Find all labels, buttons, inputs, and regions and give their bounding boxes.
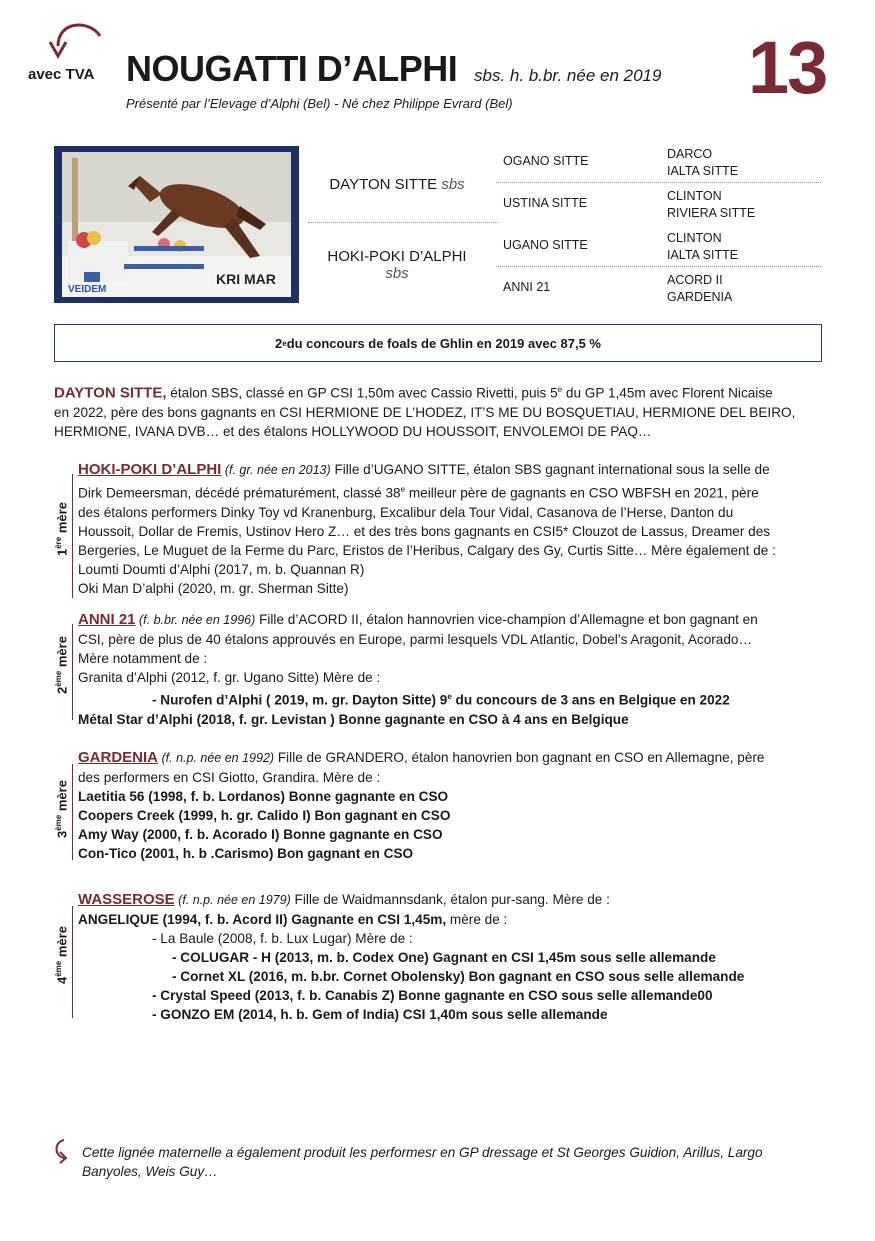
text-line: Loumti Doumti d’Alphi (2017, m. b. Quannan R) <box>78 561 365 577</box>
great-grand-sire: ACORD II <box>667 273 723 287</box>
dam-name: HOKI-POKI D’ALPHI <box>327 248 467 265</box>
text-line: HERMIONE, IVANA DVB… et des étalons HOLLYWOOD DU HOUSSOIT, ENVOLEMOI DE PAQ… <box>54 423 652 439</box>
text-line: Amy Way (2000, f. b. Acorado I) Bonne gagnante en CSO <box>78 827 443 842</box>
dam4-label <box>54 926 69 984</box>
text-line: Granita d’Alphi (2012, f. gr. Ugano Sitte) Mère de : <box>78 670 381 685</box>
text-line: Banyoles, Weis Guy… <box>82 1164 218 1179</box>
text-line: étalon SBS, classé en GP CSI 1,50m avec Cassio Rivetti, puis 5 <box>166 385 558 401</box>
text-line: des étalons performers Dinky Toy vd Kranenburg, Excalibur dela Tour Vidal, Casanova de l’Herse, Danton du <box>78 504 734 520</box>
pedigree-grand-2: USTINA SITTE <box>503 196 588 210</box>
great-grand-dam: GARDENIA <box>667 290 733 304</box>
text-line: CSI, père de plus de 40 étalons approuvés en Europe, parmi lesquels VDL Atlantic, Dobel’s Aragonit, Acorado… <box>78 632 753 647</box>
dam2-paragraph <box>78 610 838 729</box>
pedigree-divider <box>496 182 821 183</box>
text-line: - Cornet XL (2016, m. b.br. Cornet Obolensky) Bon gagnant en CSO sous selle allemande <box>172 969 745 984</box>
label-suffix: ère <box>54 536 63 549</box>
text-line: Houssoit, Dollar de Fremis, Ustinov Hero Z… et des très bons gagnants en CSI5* Clouzot de Lassus, Dreamer des <box>78 523 771 539</box>
dam1-description: (f. gr. née en 2013) <box>221 463 331 477</box>
dam4-heading: WASSEROSE <box>78 891 175 908</box>
text-line: en 2022, père des bons gagnants en CSI HERMIONE DE L’HODEZ, IT’S ME DU BOSQUETIAU, HERMIONE DEL BEIRO, <box>54 404 796 420</box>
horse-name: NOUGATTI D’ALPHI <box>126 48 458 89</box>
curved-arrow-icon <box>46 22 106 64</box>
presenter-breeder-line: Présenté par l’Elevage d’Alphi (Bel) - Né chez Philippe Evrard (Bel) <box>126 96 513 111</box>
dam-side-bar <box>72 764 73 860</box>
dam3-label <box>54 780 69 838</box>
text-line: mère de : <box>446 912 508 927</box>
dam-side-bar <box>72 906 73 1018</box>
award-rank-suffix: e <box>282 338 287 348</box>
label-suffix: ème <box>54 670 63 687</box>
text-line: - COLUGAR - H (2013, m. b. Codex One) Gagnant en CSI 1,45m sous selle allemande <box>172 950 716 965</box>
text-line: Mère notamment de : <box>78 651 208 666</box>
text-line: - Nurofen d’Alphi ( 2019, m. gr. Dayton Sitte) 9 <box>152 692 448 708</box>
ordinal-suffix: e <box>557 385 563 394</box>
label-suffix: ème <box>54 814 63 831</box>
text-line: ANGELIQUE (1994, f. b. Acord II) Gagnante en CSI 1,45m, <box>78 912 447 927</box>
ordinal-suffix: e <box>400 485 406 494</box>
lot-number: 13 <box>748 26 827 109</box>
photo-banner-right: KRI MAR <box>216 271 276 287</box>
text-line: des performers en CSI Giotto, Grandira. Mère de : <box>78 770 381 785</box>
dam4-description: (f. n.p. née en 1979) <box>174 893 291 907</box>
dam2-heading: ANNI 21 <box>78 611 136 628</box>
dam-side-bar <box>72 624 73 720</box>
label-number: 3 <box>54 830 70 838</box>
text-line: Bergeries, Le Muguet de la Ferme du Parc, Eristos de l’Heribus, Calgary des Gy, Curtis Sitte… Mère également de : <box>78 542 776 558</box>
pedigree-great-4 <box>667 272 732 306</box>
pedigree-sire <box>310 176 484 193</box>
label-suffix: ème <box>54 960 63 977</box>
dam2-description: (f. b.br. née en 1996) <box>135 613 256 627</box>
sire-heading: DAYTON SITTE, <box>54 384 167 402</box>
pedigree-grand-1: OGANO SITTE <box>503 154 589 168</box>
horse-description: sbs. h. b.br. née en 2019 <box>474 66 662 85</box>
label-number: 2 <box>54 686 70 694</box>
label-word: mère <box>54 926 70 961</box>
text-line: meilleur père de gagnants en CSO WBFSH en 2021, père <box>405 485 759 501</box>
text-line: Fille de Waidmannsdank, étalon pur-sang. Mère de : <box>290 892 610 907</box>
vat-label: avec TVA <box>28 66 95 83</box>
horse-photo <box>54 146 299 303</box>
photo-banner-left: VEIDEM <box>68 284 107 295</box>
text-line: Cette lignée maternelle a également produit les performesr en GP dressage et St Georges Guidion, Arillus, Largo <box>82 1145 763 1160</box>
text-line: Laetitia 56 (1998, f. b. Lordanos) Bonne gagnante en CSO <box>78 789 449 804</box>
sire-studbook: sbs <box>441 176 465 193</box>
footer-note <box>82 1143 763 1181</box>
text-line: Coopers Creek (1999, h. gr. Calido I) Bon gagnant en CSO <box>78 808 451 823</box>
sire-paragraph <box>54 380 834 441</box>
award-banner <box>54 324 822 362</box>
pedigree-great-2 <box>667 188 755 222</box>
text-line: Oki Man D’alphi (2020, m. gr. Sherman Sitte) <box>78 580 349 596</box>
pedigree-dam <box>310 248 484 282</box>
dam1-label <box>54 502 69 556</box>
horse-jumping-illustration <box>54 146 299 303</box>
dam3-heading: GARDENIA <box>78 749 159 766</box>
text-line: du GP 1,45m avec Florent Nicaise <box>562 385 773 401</box>
text-line: Fille de GRANDERO, étalon hanovrien bon gagnant en CSO en Allemagne, père <box>274 750 765 765</box>
dam-side-bar <box>72 474 73 598</box>
dam3-description: (f. n.p. née en 1992) <box>158 751 275 765</box>
great-grand-sire: DARCO <box>667 147 713 161</box>
great-grand-sire: CLINTON <box>667 189 722 203</box>
pedigree-divider <box>496 266 821 267</box>
award-text: du concours de foals de Ghlin en 2019 avec 87,5 % <box>286 335 601 351</box>
ordinal-suffix: e <box>447 692 452 701</box>
text-line: Dirk Demeersman, décédé prématurément, classé 38 <box>78 485 401 501</box>
pedigree-divider <box>308 222 498 223</box>
great-grand-dam: IALTA SITTE <box>667 164 739 178</box>
text-line: - La Baule (2008, f. b. Lux Lugar) Mère de : <box>152 931 413 946</box>
label-word: mère <box>54 636 70 671</box>
great-grand-dam: IALTA SITTE <box>667 248 739 262</box>
dam1-heading: HOKI-POKI D’ALPHI <box>78 461 222 478</box>
pedigree-grand-4: ANNI 21 <box>503 280 551 294</box>
text-line: Con-Tico (2001, h. b .Carismo) Bon gagnant en CSO <box>78 846 414 861</box>
dam4-paragraph <box>78 890 838 1024</box>
great-grand-dam: RIVIERA SITTE <box>667 206 756 220</box>
text-line: Fille d’ACORD II, étalon hannovrien vice-champion d’Allemagne et bon gagnant en <box>255 612 758 627</box>
award-rank: 2 <box>275 335 283 351</box>
dam-studbook: sbs <box>385 265 409 282</box>
text-line: du concours de 3 ans en Belgique en 2022 <box>451 692 730 708</box>
text-line: Métal Star d’Alphi (2018, f. gr. Levistan ) Bonne gagnante en CSO à 4 ans en Belgique <box>78 711 629 727</box>
dam3-paragraph <box>78 748 838 863</box>
text-line: - GONZO EM (2014, h. b. Gem of India) CSI 1,40m sous selle allemande <box>152 1007 608 1022</box>
label-word: mère <box>54 502 70 537</box>
text-line: - Crystal Speed (2013, f. b. Canabis Z) Bonne gagnante en CSO sous selle allemande00 <box>152 988 713 1003</box>
dam2-label <box>54 636 69 694</box>
label-number: 4 <box>54 976 70 984</box>
pedigree-grand-3: UGANO SITTE <box>503 238 588 252</box>
pedigree-great-3 <box>667 230 738 264</box>
dam1-paragraph <box>78 460 838 598</box>
pedigree-great-1 <box>667 146 738 180</box>
label-number: 1 <box>54 548 70 556</box>
label-word: mère <box>54 780 70 815</box>
curved-arrow-icon <box>52 1138 74 1164</box>
sire-name: DAYTON SITTE <box>329 176 438 193</box>
text-line: Fille d’UGANO SITTE, étalon SBS gagnant international sous la selle de <box>330 462 770 477</box>
great-grand-sire: CLINTON <box>667 231 722 245</box>
